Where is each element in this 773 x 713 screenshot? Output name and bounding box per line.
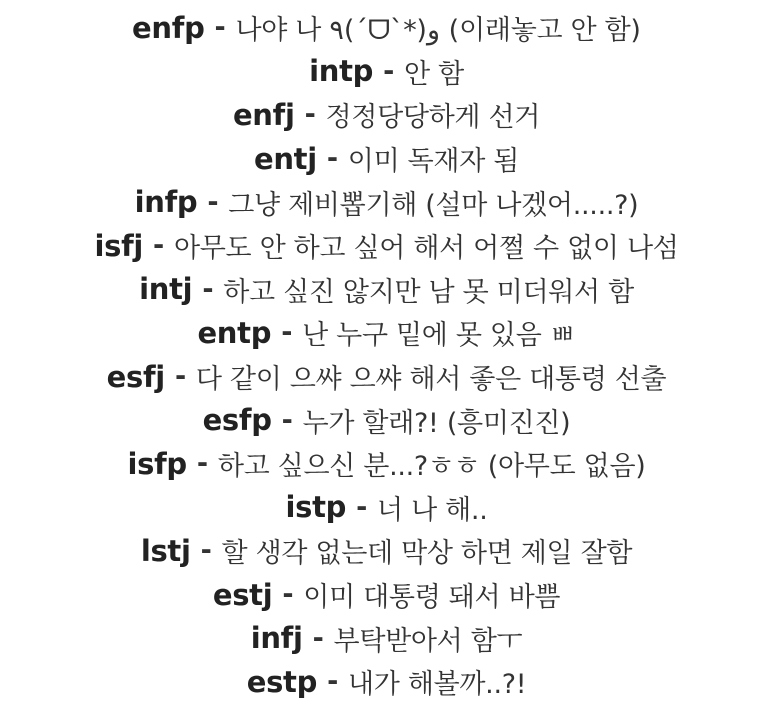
mbti-type: lstj	[140, 533, 191, 568]
list-item	[0, 355, 773, 399]
list-item	[0, 660, 773, 704]
mbti-description: 하고 싶으신 분...?ㅎㅎ (아무도 없음)	[217, 451, 646, 483]
mbti-description: 아무도 안 하고 싶어 해서 어쩔 수 없이 나섬	[173, 233, 679, 265]
separator: -	[153, 230, 164, 262]
mbti-type: esfj	[106, 359, 165, 394]
list-item	[0, 616, 773, 660]
list-item	[0, 137, 773, 181]
mbti-description: 누가 할래?! (흥미진진)	[302, 407, 571, 439]
mbti-type: enfj	[232, 97, 295, 132]
separator: -	[383, 55, 395, 87]
mbti-list	[0, 6, 773, 704]
list-item	[0, 180, 773, 224]
mbti-type: intj	[139, 272, 193, 307]
mbti-description: 정정당당하게 선거	[325, 102, 541, 134]
mbti-type: infp	[134, 185, 198, 220]
list-item	[0, 50, 773, 94]
list-item	[0, 6, 773, 50]
mbti-type: enfp	[132, 10, 205, 45]
separator: -	[327, 666, 338, 698]
mbti-type: entp	[197, 315, 272, 350]
separator: -	[174, 361, 186, 393]
separator: -	[326, 143, 338, 175]
list-item	[0, 268, 773, 312]
separator: -	[202, 273, 214, 305]
mbti-type: isfj	[94, 228, 144, 263]
mbti-type: estp	[246, 664, 318, 699]
mbti-description: 하고 싶진 않지만 남 못 미더워서 함	[223, 276, 634, 308]
mbti-type: entj	[253, 141, 317, 176]
list-item	[0, 398, 773, 442]
mbti-description: 이미 대통령 돼서 바쁨	[303, 582, 561, 614]
separator: -	[214, 12, 226, 44]
mbti-type: infj	[250, 621, 303, 656]
separator: -	[281, 404, 293, 436]
mbti-description: 부탁받아서 함ㅜ	[333, 625, 523, 657]
list-item	[0, 529, 773, 573]
separator: -	[312, 622, 324, 654]
separator: -	[356, 491, 368, 523]
separator: -	[200, 535, 212, 567]
separator: -	[282, 579, 294, 611]
list-item	[0, 224, 773, 268]
mbti-type: isfp	[127, 446, 187, 481]
mbti-type: estj	[212, 577, 273, 612]
list-item	[0, 311, 773, 355]
list-item	[0, 573, 773, 617]
separator: -	[281, 317, 293, 349]
mbti-type: esfp	[202, 403, 272, 438]
separator: -	[207, 186, 219, 218]
separator: -	[304, 99, 316, 131]
list-item	[0, 486, 773, 530]
mbti-type: intp	[309, 54, 374, 89]
mbti-description: 그냥 제비뽑기해 (설마 나겠어.....?)	[228, 189, 639, 221]
mbti-description: 이미 독재자 됨	[347, 146, 520, 178]
mbti-description: 내가 해볼까..?!	[347, 669, 527, 701]
mbti-description: 안 함	[404, 58, 464, 90]
mbti-description: 다 같이 으쌰 으쌰 해서 좋은 대통령 선출	[195, 364, 667, 396]
mbti-description: 할 생각 없는데 막상 하면 제일 잘함	[221, 538, 633, 570]
list-item	[0, 442, 773, 486]
mbti-type: istp	[285, 490, 347, 525]
mbti-description: 난 누구 밑에 못 있음 ㅃ	[302, 320, 576, 352]
list-item	[0, 93, 773, 137]
mbti-description: 나야 나 ٩(ˊᗜˋ*)و (이래놓고 안 함)	[235, 15, 641, 47]
separator: -	[196, 448, 208, 480]
mbti-description: 너 나 해..	[377, 494, 488, 526]
